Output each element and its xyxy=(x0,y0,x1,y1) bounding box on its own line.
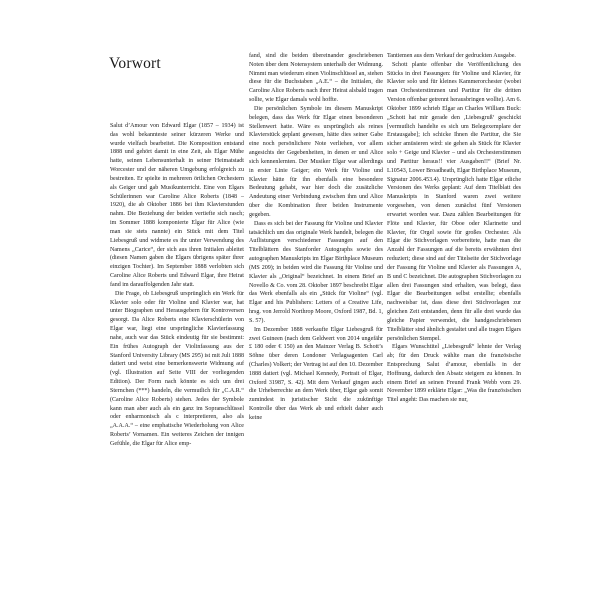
paragraph: Schott plante offenbar die Veröffentlichung des Stücks in drei Fassungen: für Violine und Klavier, für Klavier solo und für kleines Kammerorchester (wobei man Orchesterstimmen und Partitur für die dritten Version offenbar getrennt herausbringen wollte). Am 6. Oktober 1899 schrieb Elgar an Charles William Buck: „Schott hat mir gerade den ‚Liebesgruß‘ geschickt [vermutlich handelte es sich um Belegexemplare der Erstausgabe]; ich schicke Ihnen die Partitur, die Sie sicher amüsieren wird: sie gehen als Stück für Klavier solo + Geige und Klavier – und als Orchesterstimmen und Partitur heraus!! vier Ausgaben!!“ (Brief Nr. L10543, Lower Broadheath, Elgar Birthplace Museum, Signatur 2006.453.4). Ursprünglich hatte Elgar etliche Versionen des Werks geplant: Auf dem Titelblatt des Manuskripts in Stanford waren zwei weitere vorgesehen, von denen zunächst fünf Versionen erwartet worden war. Dazu zählen Bearbeitungen für Flöte und Klavier, für Oboe oder Klarinette und Klavier, für Orgel sowie für großes Orchester. Als Elgar die Stichvorlagen vorbereitete, hatte man die Anzahl der Fassungen auf die bereits erwähnten drei reduziert; diese sind auf der Titelseite der Stichvorlage der Fassung für Violine und Klavier als Fassungen A, B und C bezeichnet. Die autographen Stichvorlagen zu allen drei Fassungen sind erhalten, was belegt, dass Elgar die Bearbeitungen selbst erstellte; ebenfalls nachweisbar ist, dass diese drei Stichvorlagen zur gleichen Zeit entstanden, denn für alle drei wurde das gleiche Papier verwendet, die handgeschriebenen Titelblätter sind ähnlich gestaltet und alle tragen Elgars persönlichen Stempel. xyxy=(387,61,521,342)
paragraph: Dass es sich bei der Fassung für Violine und Klavier tatsächlich um das originale Werk handelt, belegen die Auflistungen verschiedener Fassungen auf den Titelblättern des Stanforder Autographs sowie des autographen Manuskripts im Elgar Birthplace Museum (MS 209); in beiden wird die Fassung für Violine und Klavier als „Original“ bezeichnet. In einem Brief an Novello & Co. vom 28. Oktober 1897 beschreibt Elgar das Werk ebenfalls als ein „Stück für Violine“ (vgl. Elgar and his Publishers: Letters of a Creative Life, hrsg. von Jerrold Northrop Moore, Oxford 1987, Bd. 1, S. 57). xyxy=(249,220,383,324)
page-heading: Vorwort xyxy=(109,55,161,72)
paragraph: Tantiemen aus dem Verkauf der gedruckten Ausgabe. xyxy=(387,53,516,59)
paragraph: Die Frage, ob Liebesgruß ursprünglich ein Werk für Klavier solo oder für Violine und Klavier war, hat unter Biographen und Herausgebern für Kontroversen gesorgt. Da Alice Roberts eine Klavierschülerin von Elgar war, liegt eine ursprüngliche Klavierfassung nahe, auch war das Stück eindeutig für sie bestimmt: Ein frühes Autograph der Violinfassung aus der Stanford University Library (MS 295) ist mit Juli 1888 datiert und weist eine bemerkenswerte Widmung auf (vgl. Illustration auf Seite VIII der vorliegenden Edition). Der Form nach könnte es sich um drei Sternchen (***) handeln, die vermutlich für „C.A.R.“ (Caroline Alice Roberts) stehen. Jedes der Symbole kann man aber auch als ein ganz im Sopranschlüssel oder enharmonisch als c interpretieren, also als „A.A.A.“ – eine emphatische Wiederholung von Alice Roberts’ Vornamen. Ein weiteres Zeichen der innigen Gefühle, die Elgar für Alice emp- xyxy=(110,290,244,447)
text-column-3 xyxy=(387,52,521,572)
paragraph: fand, sind die beiden übereinander geschriebenen Noten über dem Notensystem unterhalb der Widmung. Nimmt man wiederum einen Violinschlüssel an, stehen diese für die Buchstaben „A.E.“ – die Initialen, die Caroline Alice Roberts nach ihrer Heirat alsbald tragen sollte, wie Elgar damals wohl hoffte. xyxy=(249,53,383,104)
paragraph: Salut d’Amour von Edward Elgar (1857 – 1934) ist das wohl bekannteste seiner kürzeren Werke und wurde vielfach bearbeitet. Die Komposition entstand 1888 und gehört damit in eine Zeit, als Elgar Mühe hatte, seinen Lebensunterhalt in seiner Heimatstadt Worcester und der näheren Umgebung erfolgreich zu bestreiten. Er spielte in mehreren örtlichen Orchestern als Geiger und gab Musikunterricht. Eine von Elgars Schülerinnen war Caroline Alice Roberts (1848 – 1920), die ab Oktober 1886 bei ihm Klavierstunden nahm. Die Beziehung der beiden vertiefte sich rasch; im Sommer 1888 komponierte Elgar für Alice (wie man sie stets nannte) ein Stück mit dem Titel Liebesgruß und widmete es ihr unter Verwendung des Namens „Carice“, der sich aus ihren Initialen ableitet (diesen Namen gaben die Elgars übrigens später ihrer einzigen Tochter). Im September 1888 verlobten sich Caroline Alice Roberts und Edward Elgar, ihre Heirat fand im darauffolgenden Jahr statt. xyxy=(110,123,244,288)
paragraph: Im Dezember 1888 verkaufte Elgar Liebesgruß für zwei Guineen (nach dem Geldwert von 2014 ungefähr £ 180 oder € 150) an den Mainzer Verlag B. Schott’s Söhne über deren Londoner Verlagsagenten Carl (Charles) Volkert; der Vertrag ist auf den 10. Dezember 1888 datiert (vgl. Michael Kennedy, Portrait of Elgar, Oxford 31987, S. 42). Mit dem Verkauf gingen auch die Urheberrechte an dem Werk über, Elgar gab somit zumindest in juristischer Sicht die zukünftige Kontrolle über das Werk ab und erhielt daher auch keine xyxy=(249,326,383,421)
text-column-2 xyxy=(249,52,383,572)
paragraph: Die persönlichen Symbole im diesem Manuskript belegen, dass das Werk für Elgar einen besonderen Stellenwert hatte. Wäre es ursprünglich als reines Klavierstück geplant gewesen, hätte dies seiner Gabe eine noch persönlichere Note verliehen, vor allem angesichts der Gegebenheiten, in denen er und Alice sich kennenlernten. Der Musiker Elgar war allerdings in erster Linie Geiger; ein Werk für Violine und Klavier hätte für ihn ebenfalls eine besondere Bedeutung gehabt, war hier doch die zusätzliche Andeutung einer Verbindung zwischen ihm und Alice über die Kombination ihrer beiden Instrumente gegeben. xyxy=(249,105,383,218)
paragraph: Elgars Wunschtitel „Liebesgruß“ lehnte der Verlag ab; für den Druck wählte man die französische Entsprechung Salut d’amour, ebenfalls in der Hoffnung, dadurch den Absatz steigern zu können. In einem Brief an seinen Freund Frank Webb vom 29. November 1899 erklärte Elgar: „Was die französischen Titel angeht: Das machen sie nur, xyxy=(387,344,521,404)
text-column-1 xyxy=(110,122,244,572)
